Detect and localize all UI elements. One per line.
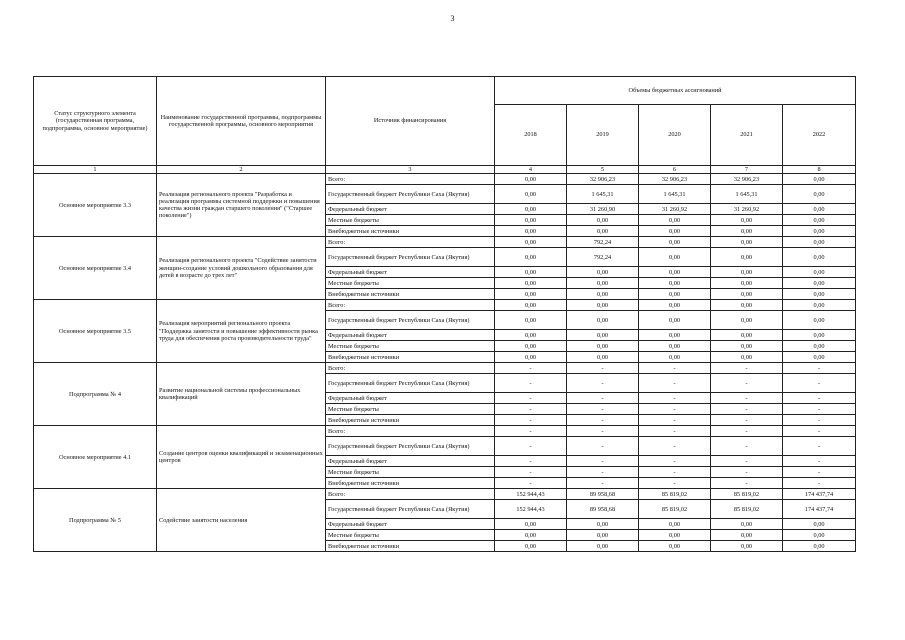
table-row [34,300,856,311]
budget-value: - [567,363,639,374]
budget-value: 0,00 [783,204,856,215]
funding-source: Государственный бюджет Республики Саха (Якутия) [326,374,495,393]
budget-value: 89 958,68 [567,489,639,500]
budget-value: 0,00 [783,300,856,311]
budget-value: 0,00 [783,352,856,363]
budget-value: - [711,456,783,467]
header-year: 2018 [495,105,567,166]
budget-value: - [639,404,711,415]
element-name: Развитие национальной системы профессиональных квалификаций [157,363,326,426]
budget-value: 0,00 [567,311,639,330]
budget-value: - [783,456,856,467]
budget-value: 32 906,23 [567,174,639,185]
budget-value: 85 819,02 [639,500,711,519]
budget-value: - [639,478,711,489]
table-row [34,174,856,185]
budget-value: - [567,415,639,426]
budget-value: - [783,478,856,489]
budget-value: 0,00 [639,311,711,330]
budget-value: 0,00 [783,541,856,552]
budget-value: 0,00 [495,237,567,248]
element-status: Основное мероприятие 4.1 [34,426,157,489]
funding-source: Всего: [326,237,495,248]
budget-value: 0,00 [783,248,856,267]
element-status: Основное мероприятие 3.5 [34,300,157,363]
budget-value: - [495,456,567,467]
budget-value: 0,00 [783,289,856,300]
budget-value: 85 819,02 [711,500,783,519]
funding-source: Всего: [326,174,495,185]
funding-source: Государственный бюджет Республики Саха (Якутия) [326,248,495,267]
budget-value: - [639,374,711,393]
funding-source: Внебюджетные источники [326,541,495,552]
budget-value: - [711,478,783,489]
budget-value: - [783,467,856,478]
budget-value: 0,00 [495,330,567,341]
budget-value: - [567,393,639,404]
budget-value: - [495,393,567,404]
budget-value: 0,00 [711,267,783,278]
budget-value: - [567,426,639,437]
budget-value: - [567,456,639,467]
budget-value: 0,00 [639,215,711,226]
budget-value: - [495,467,567,478]
budget-value: 0,00 [495,311,567,330]
budget-value: - [495,437,567,456]
budget-value: 0,00 [711,226,783,237]
budget-value: - [567,467,639,478]
budget-value: 0,00 [711,278,783,289]
table-row [34,426,856,437]
budget-value: - [639,393,711,404]
budget-value: 174 437,74 [783,500,856,519]
funding-source: Федеральный бюджет [326,519,495,530]
table-body [34,174,856,552]
budget-value: 0,00 [495,174,567,185]
budget-value: 0,00 [495,352,567,363]
budget-value: 0,00 [639,341,711,352]
column-number: 6 [639,166,711,174]
budget-value: 0,00 [495,541,567,552]
funding-source: Государственный бюджет Республики Саха (Якутия) [326,185,495,204]
budget-value: - [711,467,783,478]
budget-value: 0,00 [783,185,856,204]
funding-source: Внебюджетные источники [326,352,495,363]
budget-value: - [783,437,856,456]
budget-value: 0,00 [711,352,783,363]
funding-source: Всего: [326,489,495,500]
funding-source: Всего: [326,300,495,311]
column-number: 2 [157,166,326,174]
header-name: Наименование государственной программы, подпрограммы государственной программы, основного мероприятия [157,77,326,166]
budget-value: 0,00 [639,226,711,237]
budget-value: 0,00 [711,311,783,330]
budget-value: 0,00 [567,215,639,226]
table-row [34,489,856,500]
element-name: Реализация регионального проекта "Содействие занятости женщин-создание условий дошкольного образования для детей в возрасте до трех лет" [157,237,326,300]
budget-value: - [495,478,567,489]
budget-value: 0,00 [567,352,639,363]
funding-source: Внебюджетные источники [326,226,495,237]
budget-value: - [711,426,783,437]
budget-value: - [783,363,856,374]
budget-value: 0,00 [567,300,639,311]
budget-value: - [783,374,856,393]
budget-value: 0,00 [495,530,567,541]
budget-value: 0,00 [711,341,783,352]
budget-value: 1 645,31 [639,185,711,204]
budget-value: 0,00 [639,237,711,248]
table-row [34,363,856,374]
budget-value: - [711,374,783,393]
budget-value: 792,24 [567,248,639,267]
element-name: Создание центров оценки квалификаций и экзаменационных центров [157,426,326,489]
budget-value: 0,00 [783,341,856,352]
budget-value: 0,00 [495,341,567,352]
funding-source: Всего: [326,426,495,437]
header-year: 2022 [783,105,856,166]
budget-value: - [783,426,856,437]
budget-value: 85 819,02 [711,489,783,500]
funding-source: Местные бюджеты [326,467,495,478]
budget-value: - [495,415,567,426]
funding-source: Внебюджетные источники [326,478,495,489]
budget-value: 0,00 [567,226,639,237]
element-status: Подпрограмма № 4 [34,363,157,426]
funding-source: Местные бюджеты [326,530,495,541]
header-source: Источник финансирования [326,77,495,166]
budget-value: 0,00 [711,541,783,552]
funding-source: Государственный бюджет Республики Саха (Якутия) [326,437,495,456]
budget-value: 0,00 [495,215,567,226]
budget-value: 31 260,92 [711,204,783,215]
budget-table [33,76,856,552]
budget-value: - [639,426,711,437]
column-number: 8 [783,166,856,174]
budget-value: 0,00 [639,352,711,363]
budget-value: 0,00 [783,311,856,330]
budget-value: - [783,393,856,404]
budget-value: - [639,456,711,467]
budget-value: 0,00 [711,289,783,300]
funding-source: Местные бюджеты [326,341,495,352]
budget-value: 31 260,92 [639,204,711,215]
budget-value: 792,24 [567,237,639,248]
budget-value: - [495,363,567,374]
budget-value: 85 819,02 [639,489,711,500]
page-number: 3 [450,14,455,23]
budget-value: 0,00 [495,185,567,204]
budget-value: 0,00 [783,174,856,185]
funding-source: Государственный бюджет Республики Саха (Якутия) [326,311,495,330]
budget-value: 0,00 [567,541,639,552]
budget-value: 1 645,31 [711,185,783,204]
budget-value: 0,00 [639,278,711,289]
budget-value: - [711,393,783,404]
budget-value: - [639,415,711,426]
budget-value: 0,00 [711,215,783,226]
budget-value: - [495,426,567,437]
budget-value: 0,00 [567,289,639,300]
budget-value: 32 906,23 [639,174,711,185]
budget-value: 0,00 [639,267,711,278]
budget-value: 0,00 [639,289,711,300]
funding-source: Федеральный бюджет [326,456,495,467]
budget-value: - [711,404,783,415]
budget-value: 0,00 [783,237,856,248]
column-number: 4 [495,166,567,174]
budget-value: 0,00 [567,330,639,341]
budget-value: 1 645,31 [567,185,639,204]
budget-value: 0,00 [495,519,567,530]
funding-source: Местные бюджеты [326,404,495,415]
budget-value: 0,00 [711,237,783,248]
budget-value: 0,00 [711,330,783,341]
funding-source: Федеральный бюджет [326,267,495,278]
budget-value: 0,00 [783,330,856,341]
budget-value: 0,00 [783,278,856,289]
element-name: Содействие занятости населения [157,489,326,552]
budget-value: 0,00 [711,300,783,311]
budget-value: 0,00 [567,278,639,289]
element-status: Подпрограмма № 5 [34,489,157,552]
budget-value: 0,00 [495,226,567,237]
header-year: 2019 [567,105,639,166]
funding-source: Федеральный бюджет [326,204,495,215]
budget-value: - [783,404,856,415]
budget-value: 0,00 [783,519,856,530]
table-row [34,237,856,248]
column-number: 7 [711,166,783,174]
budget-value: 0,00 [495,204,567,215]
budget-value: 0,00 [639,530,711,541]
element-status: Основное мероприятие 3.3 [34,174,157,237]
budget-value: - [639,363,711,374]
budget-value: 174 437,74 [783,489,856,500]
budget-value: 0,00 [783,530,856,541]
budget-value: 0,00 [495,267,567,278]
funding-source: Местные бюджеты [326,278,495,289]
budget-value: 0,00 [783,267,856,278]
header-status: Статус структурного элемента (государственная программа, подпрограмма, основное мероприятие) [34,77,157,166]
budget-value: - [567,437,639,456]
budget-value: 0,00 [495,248,567,267]
budget-value: - [711,437,783,456]
element-name: Реализация регионального проекта "Разработка и реализация программы системной поддержки и повышения качества жизни граждан старшего поколения" ("Старшее поколение") [157,174,326,237]
budget-value: 0,00 [495,278,567,289]
budget-value: - [495,374,567,393]
budget-value: 89 958,68 [567,500,639,519]
funding-source: Внебюджетные источники [326,415,495,426]
funding-source: Всего: [326,363,495,374]
budget-value: 0,00 [495,300,567,311]
budget-value: - [567,404,639,415]
budget-value: 0,00 [639,330,711,341]
budget-value: 0,00 [783,226,856,237]
budget-value: - [639,467,711,478]
budget-value: - [567,478,639,489]
budget-value: 0,00 [567,267,639,278]
budget-value: - [711,415,783,426]
budget-value: 0,00 [639,300,711,311]
budget-value: - [711,363,783,374]
budget-value: 152 944,43 [495,489,567,500]
budget-value: - [783,415,856,426]
budget-value: 0,00 [639,519,711,530]
budget-value: 0,00 [711,530,783,541]
budget-value: 0,00 [711,248,783,267]
header-volumes: Объемы бюджетных ассигнований [495,77,856,105]
funding-source: Внебюджетные источники [326,289,495,300]
budget-value: 0,00 [567,530,639,541]
budget-value: 0,00 [567,519,639,530]
funding-source: Государственный бюджет Республики Саха (Якутия) [326,500,495,519]
header-year: 2021 [711,105,783,166]
column-number: 3 [326,166,495,174]
budget-value: 152 944,43 [495,500,567,519]
budget-value: 0,00 [567,341,639,352]
header-year: 2020 [639,105,711,166]
budget-value: 0,00 [639,248,711,267]
funding-source: Местные бюджеты [326,215,495,226]
budget-value: 31 260,90 [567,204,639,215]
budget-value: 0,00 [495,289,567,300]
budget-value: - [639,437,711,456]
element-name: Реализация мероприятий регионального проекта "Поддержка занятости и повышение эффективности рынка труда для обеспечения роста производительности труда" [157,300,326,363]
budget-value: 0,00 [783,215,856,226]
budget-value: 0,00 [711,519,783,530]
funding-source: Федеральный бюджет [326,393,495,404]
element-status: Основное мероприятие 3.4 [34,237,157,300]
budget-value: - [567,374,639,393]
budget-value: - [495,404,567,415]
column-number: 5 [567,166,639,174]
budget-value: 0,00 [639,541,711,552]
budget-value: 32 906,23 [711,174,783,185]
column-number: 1 [34,166,157,174]
funding-source: Федеральный бюджет [326,330,495,341]
